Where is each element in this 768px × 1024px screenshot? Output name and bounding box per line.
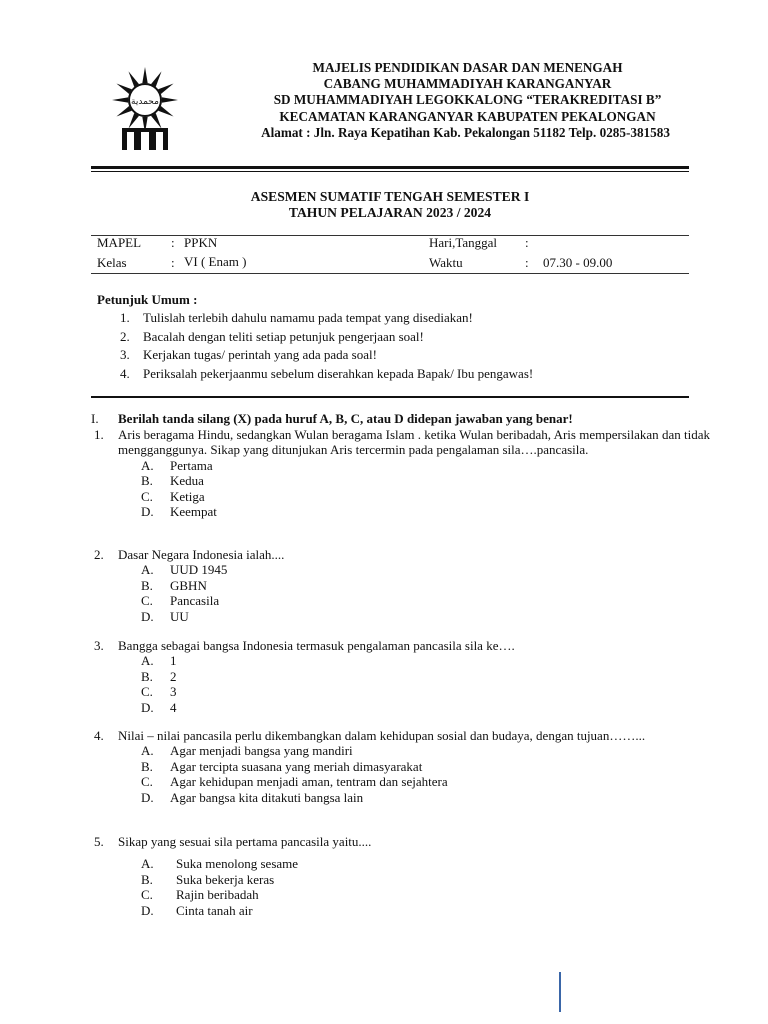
kelas-colon: : <box>171 255 175 270</box>
logo-ray <box>116 84 131 94</box>
option-a[interactable]: A. Agar menjadi bangsa yang mandiri <box>141 743 353 759</box>
option-c[interactable]: C. Agar kehidupan menjadi aman, tentram dan sejahtera <box>141 774 448 790</box>
option-b[interactable]: B. Kedua <box>141 473 204 489</box>
option-b[interactable]: B. 2 <box>141 668 177 684</box>
question-4 <box>94 728 710 805</box>
header-divider-thin <box>91 171 689 172</box>
mapel-colon: : <box>171 235 175 250</box>
option-c[interactable]: C. Pancasila <box>141 593 220 609</box>
logo-ray <box>112 97 128 102</box>
logo-ray <box>151 71 161 86</box>
instructions-divider <box>91 396 689 398</box>
question-text: Dasar Negara Indonesia ialah.... <box>118 547 285 562</box>
instruction-item: 2. Bacalah dengan teliti setiap petunjuk pengerjaan soal! <box>120 328 424 344</box>
logo-text: محمدية <box>131 97 159 107</box>
header-line-4: KECAMATAN KARANGANYAR KABUPATEN PEKALONGAN <box>279 108 656 124</box>
instructions-title: Petunjuk Umum : <box>97 292 198 307</box>
question-1 <box>94 427 710 519</box>
option-d[interactable]: D. Cinta tanah air <box>141 902 253 918</box>
option-d[interactable]: D. Keempat <box>141 504 217 520</box>
hari-tanggal-label: Hari,Tanggal <box>429 235 498 250</box>
mapel-label: MAPEL <box>97 235 142 250</box>
logo-ray <box>151 113 161 128</box>
logo-ray <box>116 106 131 116</box>
mapel-value: PPKN <box>184 235 218 250</box>
text-cursor-line <box>559 972 561 1012</box>
header-line-3: SD MUHAMMADIYAH LEGOKKALONG “TERAKREDITASI B” <box>273 92 662 108</box>
option-a[interactable]: A. Suka menolong sesame <box>141 856 299 872</box>
exam-title <box>91 189 689 221</box>
school-header <box>225 60 710 141</box>
question-options <box>141 653 710 715</box>
question-text: Aris beragama Hindu, sedangkan Wulan beragama Islam . ketika Wulan beribadah, Aris mempersilakan dan tidak mengganggunya. Sikap yang ditunjukan Aris tercermin pada pengalaman sila….pancasila. <box>118 427 710 458</box>
logo-ray <box>158 106 173 116</box>
logo-ray <box>129 71 139 86</box>
option-d[interactable]: D. Agar bangsa kita ditakuti bangsa lain <box>141 789 364 805</box>
instructions-list <box>120 309 533 383</box>
question-text: Sikap yang sesuai sila pertama pancasila yaitu.... <box>118 834 372 849</box>
question-number: 2. <box>94 547 104 562</box>
question-options <box>141 743 710 805</box>
question-3 <box>94 638 710 715</box>
section-instruction: Berilah tanda silang (X) pada huruf A, B, C, atau D didepan jawaban yang benar! <box>118 411 573 426</box>
option-b[interactable]: B. GBHN <box>141 577 207 593</box>
option-c[interactable]: C. Rajin beribadah <box>141 887 259 903</box>
waktu-label: Waktu <box>429 255 463 270</box>
option-d[interactable]: D. UU <box>141 608 189 624</box>
instruction-item: 3. Kerjakan tugas/ perintah yang ada pada soal! <box>120 347 377 362</box>
meta-divider-bottom <box>91 273 689 274</box>
waktu-colon: : <box>525 255 529 270</box>
logo-ray <box>129 113 139 128</box>
header-line-1: MAJELIS PENDIDIKAN DASAR DAN MENENGAH <box>312 60 623 75</box>
option-d[interactable]: D. 4 <box>141 699 177 715</box>
question-number: 5. <box>94 834 104 849</box>
option-b[interactable]: B. Agar tercipta suasana yang meriah dimasyarakat <box>141 758 423 774</box>
school-address: Alamat : Jln. Raya Kepatihan Kab. Pekalongan 51182 Telp. 0285-381583 <box>261 124 670 140</box>
header-line-2: CABANG MUHAMMADIYAH KARANGANYAR <box>323 76 612 92</box>
exam-title-line-2: TAHUN PELAJARAN 2023 / 2024 <box>288 205 492 220</box>
section-heading <box>91 411 573 427</box>
option-b[interactable]: B. Suka bekerja keras <box>141 871 275 887</box>
option-c[interactable]: C. 3 <box>141 684 177 700</box>
instruction-item: 4. Periksalah pekerjaanmu sebelum diserahkan kepada Bapak/ Ibu pengawas! <box>120 365 534 381</box>
exam-title-line-1: ASESMEN SUMATIF TENGAH SEMESTER I <box>250 189 530 204</box>
meta-divider-top <box>91 235 689 236</box>
logo-ray <box>158 84 173 94</box>
question-options <box>141 458 710 520</box>
option-a[interactable]: A. Pertama <box>141 457 213 473</box>
logo-ray <box>162 97 178 102</box>
header-divider-thick <box>91 166 689 169</box>
kelas-value: VI ( Enam ) <box>184 254 247 269</box>
question-number: 4. <box>94 728 104 743</box>
question-options <box>141 856 710 918</box>
question-text: Bangga sebagai bangsa Indonesia termasuk pengalaman pancasila sila ke…. <box>118 638 515 653</box>
waktu-value: 07.30 - 09.00 <box>543 255 613 270</box>
option-a[interactable]: A. UUD 1945 <box>141 562 228 578</box>
question-5 <box>94 834 710 918</box>
question-2 <box>94 547 710 624</box>
option-a[interactable]: A. 1 <box>141 653 177 669</box>
muhammadiyah-logo-icon <box>104 66 186 152</box>
hari-tanggal-colon: : <box>525 235 529 250</box>
question-text: Nilai – nilai pancasila perlu dikembangkan dalam kehidupan sosial dan budaya, dengan tujuan……... <box>118 728 646 743</box>
section-number: I. <box>91 411 99 426</box>
instruction-item: 1. Tulislah terlebih dahulu namamu pada tempat yang disediakan! <box>120 310 473 325</box>
kelas-label: Kelas <box>97 255 127 270</box>
option-c[interactable]: C. Ketiga <box>141 488 205 504</box>
logo-ray <box>142 67 147 83</box>
question-number: 1. <box>94 427 104 442</box>
question-number: 3. <box>94 638 104 653</box>
question-options <box>141 562 710 624</box>
